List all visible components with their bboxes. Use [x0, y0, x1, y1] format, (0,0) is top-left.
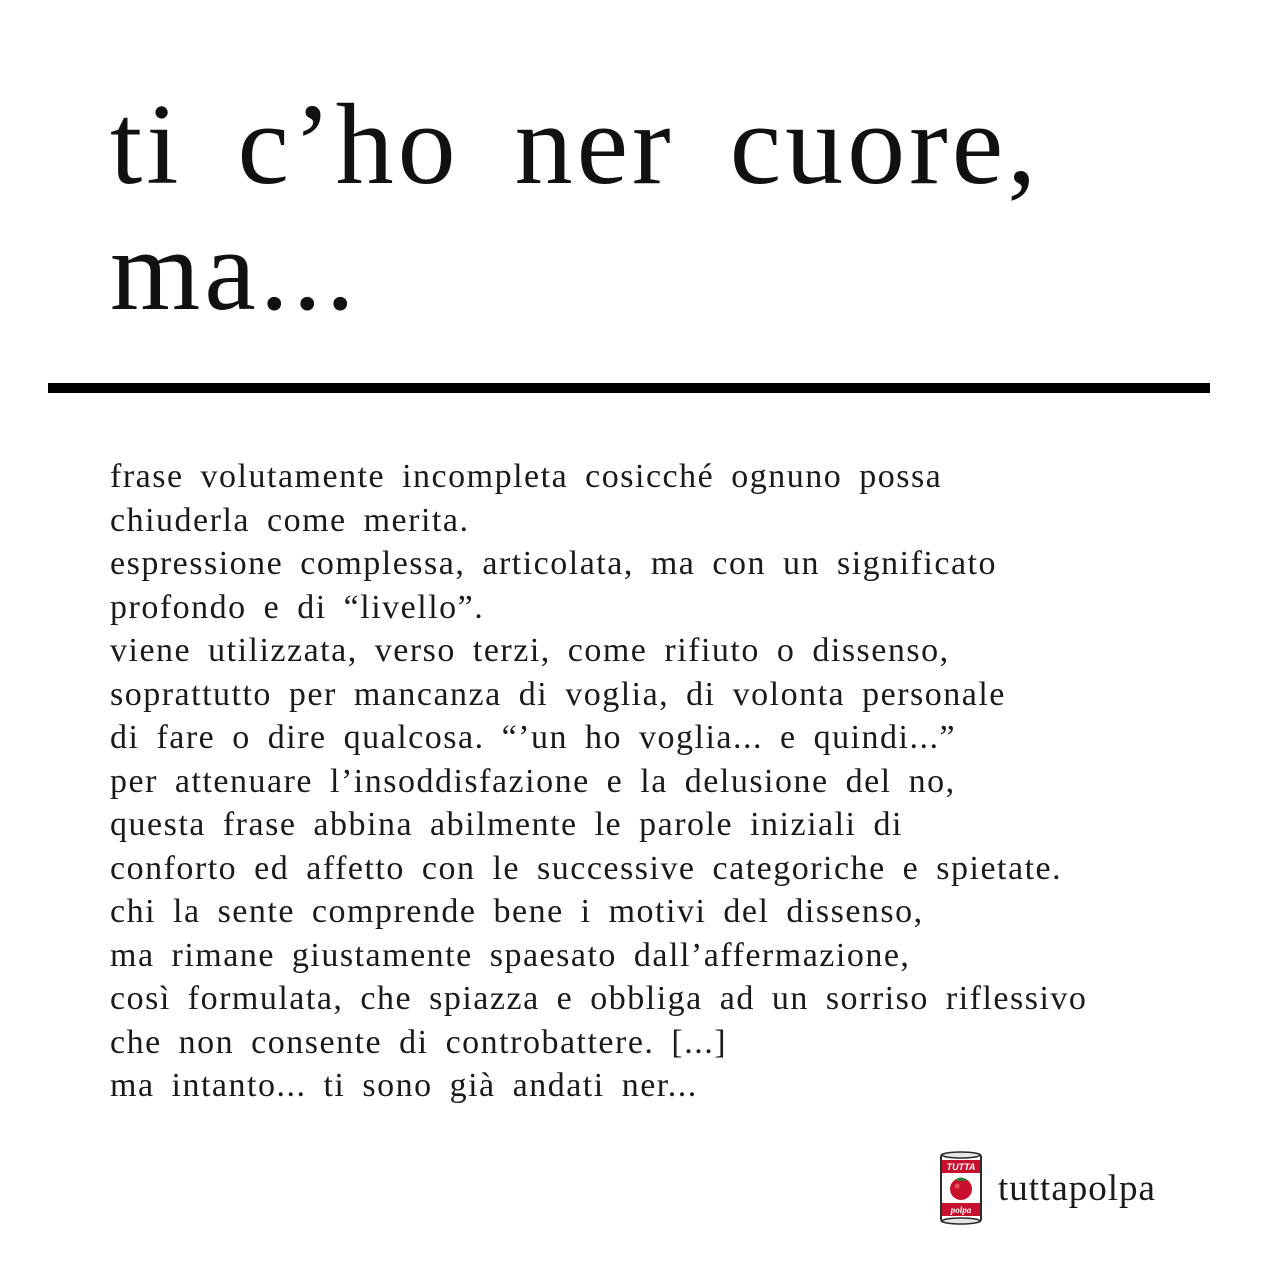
brand-name: tuttapolpa [998, 1167, 1156, 1209]
title-line-1: ti c’ho ner cuore, [110, 81, 1041, 209]
page-title [110, 82, 1210, 334]
text-line: profondo e di “livello”. [110, 588, 485, 626]
text-line: ma intanto... ti sono già andati ner... [110, 1067, 698, 1104]
text-line: che non consente di controbattere. [...] [110, 1023, 728, 1061]
svg-text:polpa: polpa [950, 1205, 972, 1215]
text-line: di fare o dire qualcosa. “’un ho voglia... e quindi...” [110, 719, 957, 756]
divider-rule [48, 383, 1210, 393]
definition-text [110, 455, 1270, 1108]
text-line: chiuderla come merita. [110, 501, 470, 539]
text-line: ma rimane giustamente spaesato dall’affermazione, [110, 936, 911, 974]
text-line: soprattutto per mancanza di voglia, di volonta personale [110, 675, 1006, 713]
text-line: espressione complessa, articolata, ma con un significato [110, 545, 997, 582]
text-line: frase volutamente incompleta cosicché ognuno possa [110, 458, 943, 495]
text-line: chi la sente comprende bene i motivi del dissenso, [110, 893, 924, 930]
tomato-can-icon [940, 1151, 982, 1225]
text-line: conforto ed affetto con le successive categoriche e spietate. [110, 849, 1063, 887]
title-line-2: ma... [110, 207, 359, 335]
svg-text:TUTTA: TUTTA [946, 1162, 976, 1172]
text-line: per attenuare l’insoddisfazione e la delusione del no, [110, 762, 956, 800]
text-line: questa frase abbina abilmente le parole iniziali di [110, 806, 903, 843]
text-line: viene utilizzata, verso terzi, come rifiuto o dissenso, [110, 632, 950, 669]
text-line: così formulata, che spiazza e obbliga ad un sorriso riflessivo [110, 980, 1088, 1017]
brand-signature [940, 1148, 1156, 1228]
